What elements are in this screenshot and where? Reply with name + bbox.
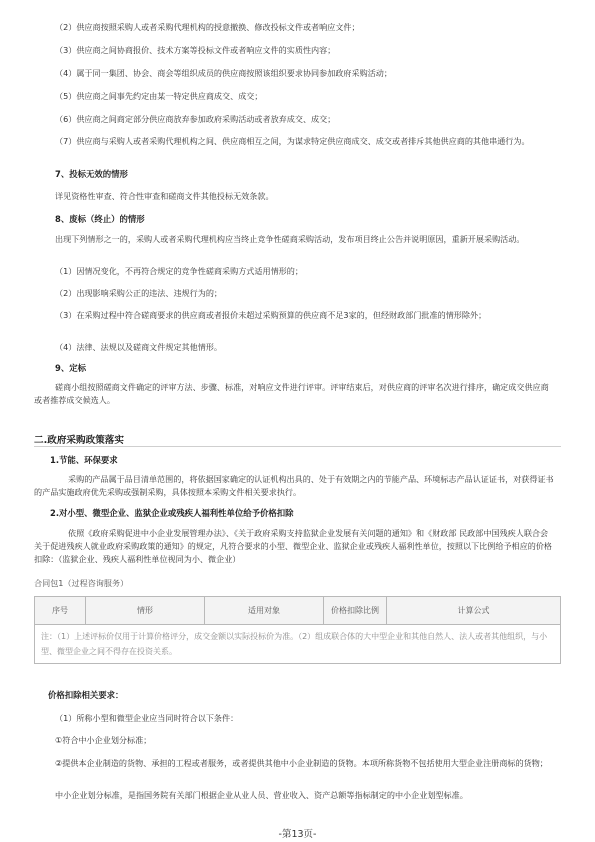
column-header: 情形 [86,597,205,625]
list-item: （1）所称小型和微型企业应当同时符合以下条件： [55,713,239,723]
package-label: 合同包1（过程咨询服务） [34,578,129,588]
table-header-row [35,597,561,625]
section-heading: 7、投标无效的情形 [55,169,128,179]
section-heading: 8、废标（终止）的情形 [55,214,145,224]
column-header: 计算公式 [387,597,561,625]
page-number: -第13页- [278,829,317,840]
column-header: 序号 [35,597,86,625]
list-item: （6）供应商之间商定部分供应商放弃参加政府采购活动或者放弃成交、成交； [55,114,336,124]
column-header: 价格扣除比例 [324,597,387,625]
subsection-heading: 1.节能、环保要求 [50,455,118,465]
section-heading: 9、定标 [55,363,86,373]
paragraph: 依照《政府采购促进中小企业发展管理办法》、《关于政府采购支持监狱企业发展有关问题的通知》和《财政部 民政部中国残疾人联合会关于促进残疾人就业政府采购政策的通知》的规定，凡符合要求的小型、微型企业、监狱企业或残疾人福利性单位，按照以下比例给予相应的价格扣除：（监狱企业、残疾人福利性单位视同为小、微企业） [34,528,553,564]
list-item: （3）供应商之间协商报价、技术方案等投标文件或者响应文件的实质性内容； [55,45,336,55]
list-item: （2）供应商按照采购人或者采购代理机构的授意撤换、修改投标文件或者响应文件； [55,22,360,32]
list-item: （5）供应商之间事先约定由某一特定供应商成交、成交； [55,91,263,101]
column-header: 适用对象 [205,597,324,625]
list-item: ①符合中小企业划分标准； [55,735,152,745]
list-item: （2）出现影响采购公正的违法、违规行为的； [55,288,223,298]
paragraph: 出现下列情形之一的，采购人或者采购代理机构应当终止竞争性磋商采购活动，发布项目终止公告并说明原因，重新开展采购活动。 [55,234,525,244]
subsection-heading: 价格扣除相关要求： [48,690,124,700]
list-item: （1）因情况变化，不再符合规定的竞争性磋商采购方式适用情形的； [55,266,303,276]
subsection-heading: 2.对小型、微型企业、监狱企业或残疾人福利性单位给予价格扣除 [50,508,294,518]
table-note: 注：（1）上述评标价仅用于计算价格评分，成交金额以实际投标价为准。（2）组成联合体的大中型企业和其他自然人、法人或者其他组织，与小型、微型企业之间不得存在投资关系。 [35,625,561,664]
section-title: 二.政府采购政策落实 [34,435,124,446]
divider [34,446,561,447]
paragraph: 详见资格性审查、符合性审查和磋商文件其他投标无效条款。 [55,191,274,201]
list-item: （4）法律、法规以及磋商文件规定其他情形。 [55,342,223,352]
price-deduction-table [34,596,561,664]
list-item: 中小企业划分标准，是指国务院有关部门根据企业从业人员、营业收入、资产总额等指标制定的中小企业划型标准。 [55,790,468,800]
list-item: （4）属于同一集团、协会、商会等组织成员的供应商按照该组织要求协同参加政府采购活动； [55,68,392,78]
paragraph: 采购的产品属于品目清单范围的，将依据国家确定的认证机构出具的、处于有效期之内的节能产品、环境标志产品认证证书，对获得证书的产品实施政府优先采购或强制采购，具体按照本采购文件相关要求执行。 [34,474,554,497]
list-item: ②提供本企业制造的货物、承担的工程或者服务，或者提供其他中小企业制造的货物。本项所称货物不包括使用大型企业注册商标的货物； [55,758,548,768]
table-note-row [35,625,561,664]
list-item: （7）供应商与采购人或者采购代理机构之间、供应商相互之间，为谋求特定供应商成交、成交或者排斥其他供应商的其他串通行为。 [55,136,530,146]
list-item: （3）在采购过程中符合磋商要求的供应商或者报价未超过采购预算的供应商不足3家的，但经财政部门批准的情形除外； [55,310,487,320]
paragraph: 磋商小组按照磋商文件确定的评审方法、步骤、标准，对响应文件进行评审。评审结束后，对供应商的评审名次进行排序，确定成交供应商或者推荐成交候选人。 [34,382,549,405]
